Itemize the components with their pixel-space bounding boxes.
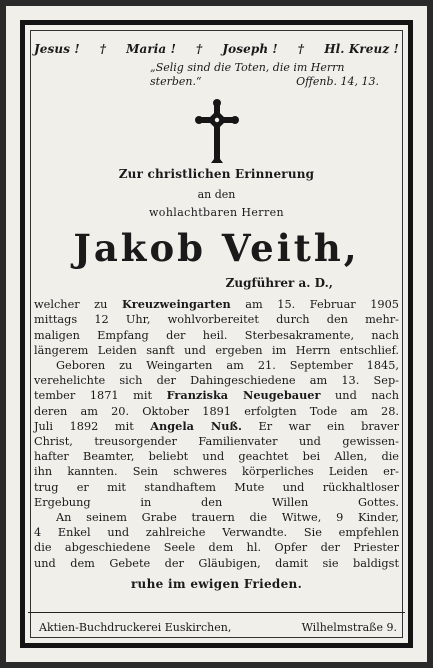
quote-text-end: sterben.“ — [150, 75, 202, 89]
text-segment: die abgeschiedene Seele dem hl. Opfer der Priester — [34, 541, 399, 555]
text-segment: ihn kannten. Sein schweres körperliches Leiden er- — [34, 465, 399, 479]
text-line — [34, 297, 399, 312]
text-segment: Ergebung in den Willen Gottes. — [34, 495, 399, 509]
text-line — [34, 449, 399, 464]
deceased-name: Jakob Veith, — [73, 226, 360, 271]
quote-reference: Offenb. 14, 13. — [296, 75, 379, 89]
emphasized-name: Kreuzweingarten — [121, 297, 231, 312]
text-line — [34, 312, 399, 327]
footer-divider — [28, 612, 405, 613]
invocation-jesus: Jesus ! — [34, 42, 80, 56]
text-line — [34, 525, 399, 540]
paragraph-biography — [34, 358, 399, 510]
bible-quote-line1: „Selig sind die Toten, die im Herrn — [150, 61, 345, 75]
text-line — [34, 434, 399, 449]
bible-quote-line2 — [34, 74, 399, 89]
text-line — [34, 556, 399, 571]
invocation-maria: Maria ! — [126, 42, 176, 56]
text-line — [34, 373, 399, 388]
text-segment: hafter Beamter, beliebt und geachtet bei Allen, die — [34, 450, 399, 464]
text-segment: längerem Leiden sanft und ergeben im Herrn entschlief. — [34, 343, 399, 357]
paragraph-death — [34, 297, 399, 358]
emphasized-name: Angela Nuß. — [150, 418, 242, 433]
dedication-line1: Zur christlichen Erinnerung — [118, 167, 315, 182]
deceased-rank: Zugführer a. D., — [225, 276, 333, 291]
text-line — [34, 404, 399, 419]
text-segment: 4 Enkel und zahlreiche Verwandte. Sie empfehlen — [34, 526, 399, 540]
text-line — [34, 328, 399, 343]
memorial-card — [6, 6, 427, 662]
text-line — [34, 480, 399, 495]
text-segment: deren am 20. Oktober 1891 erfolgten Tode am 28. — [34, 404, 399, 418]
text-segment: und nach — [320, 389, 399, 403]
printer-address: Wilhelmstraße 9. — [301, 621, 397, 634]
invocation-joseph: Joseph ! — [222, 42, 278, 56]
dedication — [34, 167, 399, 220]
text-segment: welcher zu — [34, 298, 122, 312]
text-line — [34, 419, 399, 434]
printer-imprint — [39, 621, 397, 634]
text-segment: Er war ein braver — [241, 419, 399, 433]
text-line — [34, 464, 399, 479]
invocation-holy-cross: Hl. Kreuz ! — [324, 42, 399, 56]
paragraph-mourners — [34, 510, 399, 571]
text-line — [34, 540, 399, 555]
text-line — [34, 388, 399, 403]
text-segment: maligen Empfang der heil. Sterbesakramente, nach — [34, 328, 399, 342]
text-segment: An seinem Grabe trauern die Witwe, 9 Kinder, — [56, 511, 399, 525]
text-segment: mittags 12 Uhr, wohlvorbereitet durch den mehr- — [34, 313, 399, 327]
invocation-header — [34, 42, 399, 57]
text-segment: verehelichte sich der Dahingeschiedene am 13. Sep- — [34, 374, 399, 388]
text-segment: Christ, treusorgender Familienvater und gewissen- — [34, 435, 399, 449]
latin-cross-icon — [195, 99, 239, 163]
dedication-line3: wohlachtbaren Herren — [148, 205, 285, 219]
closing-prayer: ruhe im ewigen Frieden. — [130, 576, 303, 591]
printer-name: Aktien-Buchdruckerei Euskirchen, — [39, 621, 232, 634]
text-segment: tember 1871 mit — [34, 389, 167, 403]
dedication-line2: an den — [197, 187, 236, 201]
text-line — [34, 343, 399, 358]
cross-ornament — [34, 99, 399, 167]
text-line — [34, 495, 399, 510]
text-segment: Geboren zu Weingarten am 21. September 1845, — [56, 359, 399, 373]
emphasized-name: Franziska Neugebauer — [166, 388, 321, 403]
small-cross-icon: † — [297, 42, 305, 56]
text-line — [34, 510, 399, 525]
card-content — [34, 42, 399, 592]
text-line — [34, 358, 399, 373]
text-segment: am 15. Februar 1905 — [230, 298, 399, 312]
text-segment: Juli 1892 mit — [34, 419, 151, 433]
text-segment: trug er mit standhaftem Mute und rückhaltloser — [34, 480, 399, 494]
text-segment: und dem Gebete der Gläubigen, damit sie baldigst — [34, 556, 399, 570]
small-cross-icon: † — [99, 42, 107, 56]
small-cross-icon: † — [195, 42, 203, 56]
